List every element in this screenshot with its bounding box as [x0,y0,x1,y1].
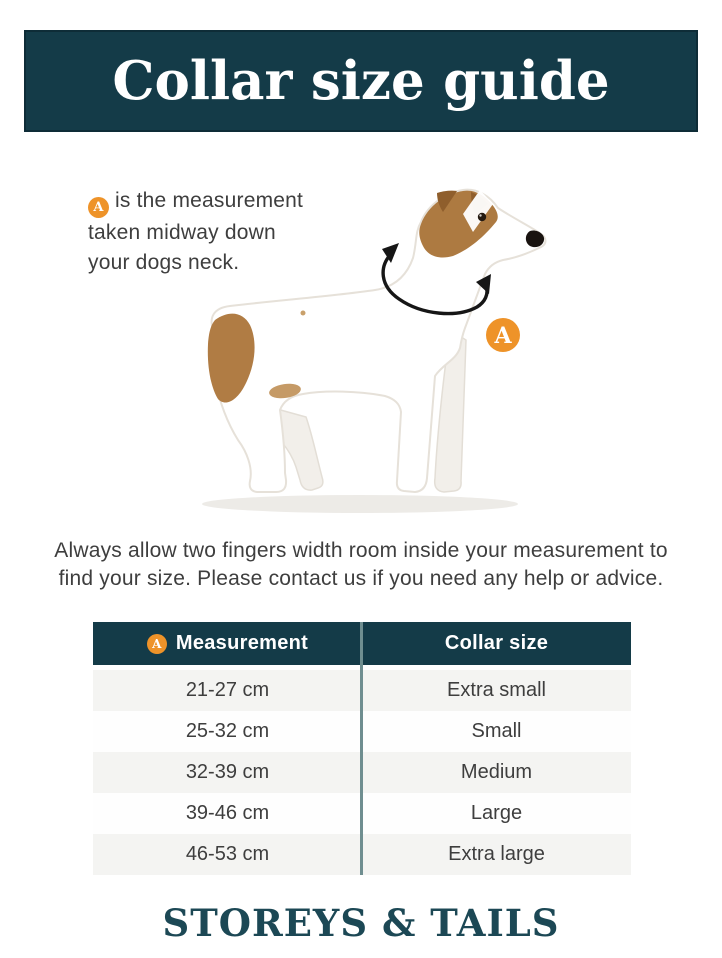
column-header-collar-size [362,622,631,665]
badge-letter: A [152,636,162,651]
collar-size-cell: Extra small [447,679,546,701]
dog-eye [478,213,486,221]
header-label: Measurement [175,632,309,654]
collar-size-cell: Extra large [448,843,545,865]
dog-eye-highlight [479,214,481,216]
measurement-cell: 32-39 cm [185,761,270,783]
measurement-a-badge [88,197,109,218]
dog-figure [185,180,575,520]
figure-a-badge [486,318,520,352]
annotation-line: your dogs neck. [88,251,240,274]
measurement-cell: 25-32 cm [185,720,270,742]
dog-shadow [202,495,518,513]
measurement-cell: 46-53 cm [185,843,270,865]
page-title: Collar size guide [112,49,610,112]
annotation-text: is the measurement [115,189,304,212]
note-text [0,537,722,593]
dog-back-spot [301,311,306,316]
brand-footer: STOREYS & TAILS [162,901,560,945]
collar-size-cell: Medium [460,761,533,783]
collar-size-cell: Small [471,720,522,742]
figure-a-badge-letter: A [494,323,512,349]
header-a-badge [147,634,167,654]
table-column-divider [360,622,363,875]
badge-letter: A [93,200,104,215]
note-line: find your size. Please contact us if you need any help or advice. [58,567,664,590]
annotation-line: taken midway down [88,221,276,244]
size-table [93,622,631,875]
header-label: Collar size [444,632,549,654]
collar-size-cell: Large [470,802,523,824]
title-banner [24,30,698,132]
note-line: Always allow two fingers width room inside your measurement to [54,539,668,562]
column-header-measurement [93,622,362,665]
measurement-cell: 39-46 cm [185,802,270,824]
arrowhead-left-icon [382,243,399,263]
measurement-cell: 21-27 cm [185,679,270,701]
